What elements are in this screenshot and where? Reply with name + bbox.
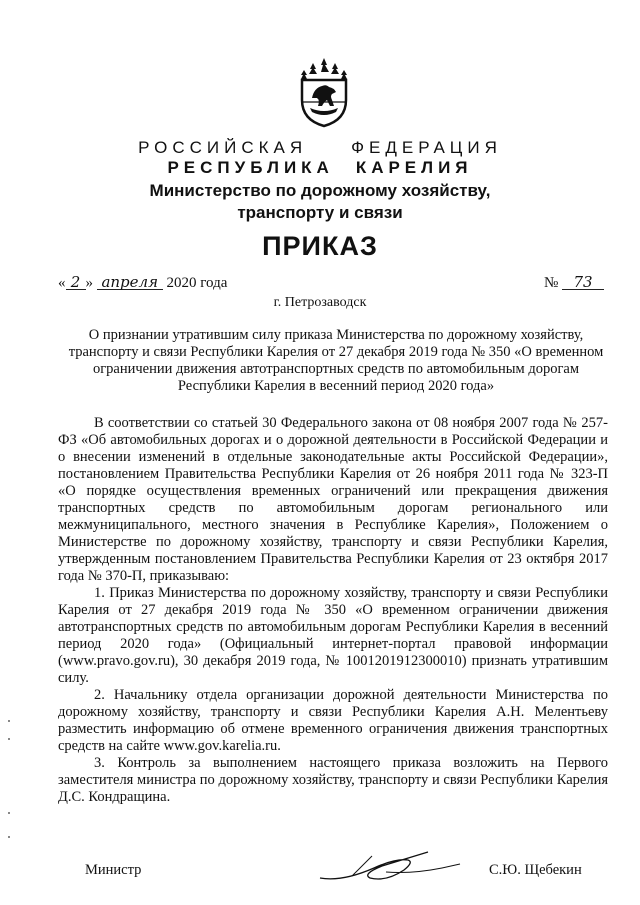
scan-artifact [8,720,10,722]
number-value: 73 [562,275,604,290]
date-quote-open: « [58,275,66,291]
order-date [58,275,227,292]
item-1-paragraph: 1. Приказ Министерства по дорожному хозяйству, транспорту и связи Республики Карелия от 27 декабря 2019 года № 350 «О временном ограничении движения автотранспортных средств по автомобильным дорогам Республики Карелия в весенний период 2020 года» (Официальный интернет-портал правовой информации (www.pravo.gov.ru), 30 декабря 2019 года, № 1001201912300010) признать утратившим силу. [58,585,608,686]
republic-name [0,158,640,178]
ministry-name-line-2: транспорту и связи [237,203,403,222]
item-3-paragraph: 3. Контроль за выполнением настоящего приказа возложить на Первого заместителя министра по дорожному хозяйству, транспорту и связи Республики Карелия Д.С. Кондращина. [58,755,608,805]
scan-artifact [8,738,10,740]
date-day: 2 [66,275,86,290]
country-word-2: ФЕДЕРАЦИЯ [351,138,502,157]
ministry-name-line-1: Министерство по дорожному хозяйству, [149,181,491,200]
signer-position: Министр [85,862,142,878]
order-number [544,275,604,292]
scan-artifact [8,812,10,814]
handwritten-signature-icon [312,848,462,888]
number-prefix: № [544,275,559,291]
preamble-paragraph: В соответствии со статьей 30 Федерального закона от 08 ноября 2007 года № 257-ФЗ «Об автомобильных дорогах и о дорожной деятельности в Российской Федерации и о внесении изменений в отдельные законодательные акты Российской Федерации», постановлением Правительства Республики Карелия от 26 ноября 2011 года № 323-П «О порядке осуществления временных ограничений или прекращения движения транспортных средств по автомобильным дорогам регионального или межмуниципального, местного значения в Республике Карелия», Положением о Министерстве по дорожному хозяйству, транспорту и связи Республики Карелия, утвержденным постановлением Правительства Республики Карелия от 23 октября 2017 года № 370-П, приказываю: [58,415,608,584]
city: г. Петрозаводск [273,295,367,310]
document-type: ПРИКАЗ [262,231,378,261]
karelia-coat-of-arms-icon [296,56,352,128]
order-body [58,415,608,806]
signature-block [0,848,640,888]
date-quote-close: » [85,275,93,291]
republic-word-2: КАРЕЛИЯ [355,158,473,177]
country-name [0,138,640,158]
item-2-paragraph: 2. Начальнику отдела организации дорожной деятельности Министерства по дорожному хозяйству, транспорту и связи Республики Карелия А.Н. Мелентьеву разместить информацию об отмене временного ограничения движения транспортных средств на сайте www.gov.karelia.ru. [58,687,608,754]
signer-name: С.Ю. Щебекин [489,862,582,878]
scan-artifact [8,836,10,838]
country-word-1: РОССИЙСКАЯ [138,138,308,157]
republic-word-1: РЕСПУБЛИКА [167,158,334,177]
order-title: О признании утратившим силу приказа Министерства по дорожному хозяйству, транспорту и связи Республики Карелия от 27 декабря 2019 года № 350 «О временном ограничении движения автотранспортных средств по автомобильным дорогам Республики Карелия в весенний период 2020 года» [68,327,604,394]
date-month: апреля [97,275,163,290]
date-year: 2020 года [166,275,228,291]
